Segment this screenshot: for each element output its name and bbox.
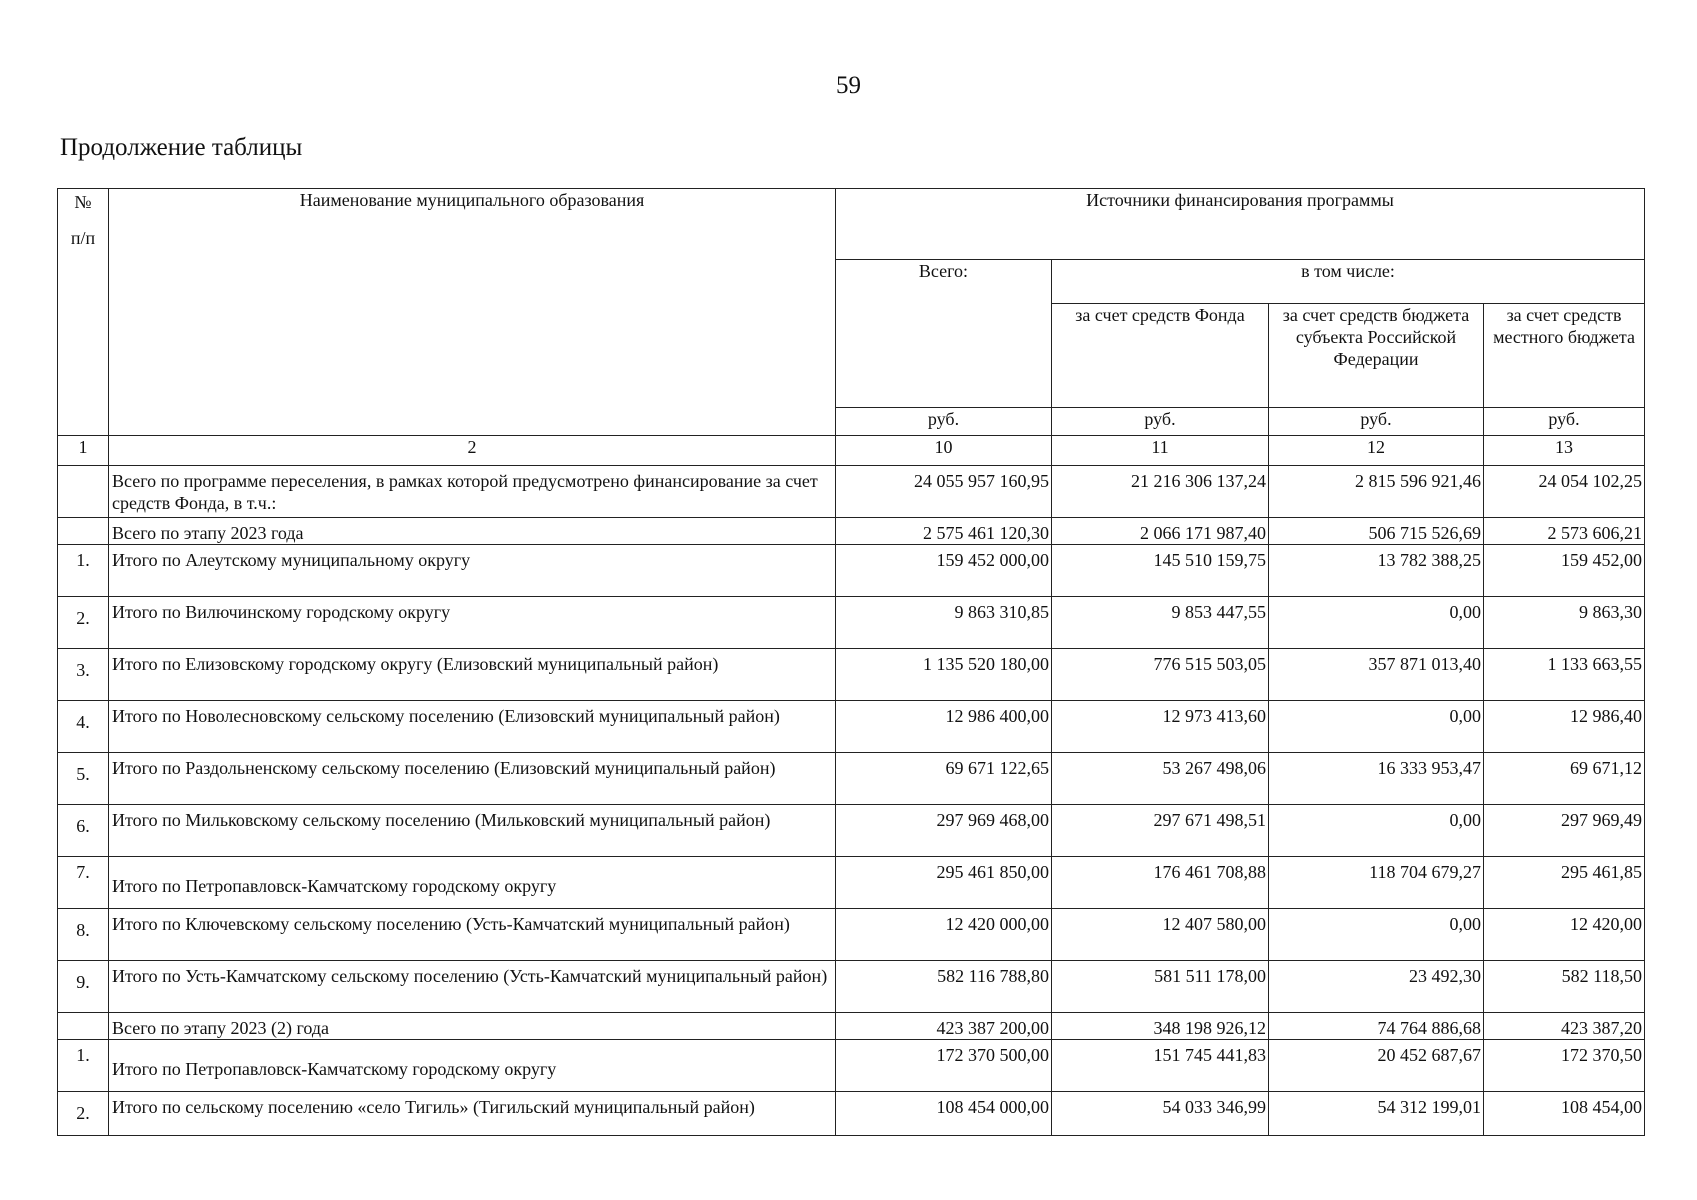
header-subject: за счет средств бюджета субъекта Российской Федерации — [1269, 304, 1484, 408]
row-fund: 12 973 413,60 — [1052, 701, 1269, 753]
row-total: 1 135 520 180,00 — [836, 649, 1052, 701]
row-total: 12 420 000,00 — [836, 909, 1052, 961]
row-name: Всего по этапу 2023 (2) года — [109, 1013, 836, 1040]
row-name: Итого по Усть-Камчатскому сельскому поселению (Усть-Камчатский муниципальный район) — [109, 961, 836, 1013]
row-name: Итого по Петропавловск-Камчатскому городскому округу — [109, 857, 836, 909]
row-local: 108 454,00 — [1484, 1092, 1645, 1136]
row-num: 1. — [58, 545, 109, 597]
row-total: 69 671 122,65 — [836, 753, 1052, 805]
header-num-sign: № — [74, 192, 92, 212]
row-local: 297 969,49 — [1484, 805, 1645, 857]
table-row — [58, 701, 1645, 753]
row-total: 159 452 000,00 — [836, 545, 1052, 597]
row-name: Итого по сельскому поселению «село Тигиль» (Тигильский муниципальный район) — [109, 1092, 836, 1136]
row-subject: 506 715 526,69 — [1269, 518, 1484, 545]
row-local: 12 986,40 — [1484, 701, 1645, 753]
unit-fund: руб. — [1052, 408, 1269, 436]
header-local: за счет средств местного бюджета — [1484, 304, 1645, 408]
table-row — [58, 1013, 1645, 1040]
row-name: Всего по программе переселения, в рамках которой предусмотрено финансирование за счет средств Фонда, в т.ч.: — [109, 466, 836, 518]
header-total: Всего: — [836, 260, 1052, 408]
row-num — [58, 466, 109, 518]
row-local: 9 863,30 — [1484, 597, 1645, 649]
header-sources: Источники финансирования программы — [836, 189, 1645, 260]
row-local: 12 420,00 — [1484, 909, 1645, 961]
row-local: 582 118,50 — [1484, 961, 1645, 1013]
header-num — [58, 189, 109, 436]
row-fund: 776 515 503,05 — [1052, 649, 1269, 701]
row-fund: 54 033 346,99 — [1052, 1092, 1269, 1136]
header-fund: за счет средств Фонда — [1052, 304, 1269, 408]
page-number: 59 — [836, 72, 861, 99]
row-subject: 13 782 388,25 — [1269, 545, 1484, 597]
row-subject: 74 764 886,68 — [1269, 1013, 1484, 1040]
row-total: 423 387 200,00 — [836, 1013, 1052, 1040]
table-row — [58, 466, 1645, 518]
row-num: 1. — [58, 1040, 109, 1092]
row-num — [58, 1013, 109, 1040]
row-name: Итого по Вилючинскому городскому округу — [109, 597, 836, 649]
row-subject: 0,00 — [1269, 597, 1484, 649]
unit-local: руб. — [1484, 408, 1645, 436]
row-local: 1 133 663,55 — [1484, 649, 1645, 701]
row-num: 3. — [58, 649, 109, 701]
row-num: 8. — [58, 909, 109, 961]
row-fund: 2 066 171 987,40 — [1052, 518, 1269, 545]
row-total: 582 116 788,80 — [836, 961, 1052, 1013]
row-fund: 9 853 447,55 — [1052, 597, 1269, 649]
row-subject: 23 492,30 — [1269, 961, 1484, 1013]
row-subject: 54 312 199,01 — [1269, 1092, 1484, 1136]
financing-table — [57, 188, 1645, 1136]
table-row — [58, 857, 1645, 909]
row-num: 7. — [58, 857, 109, 909]
table-row — [58, 597, 1645, 649]
row-subject: 20 452 687,67 — [1269, 1040, 1484, 1092]
row-total: 24 055 957 160,95 — [836, 466, 1052, 518]
colnum-2: 2 — [109, 436, 836, 466]
row-total: 295 461 850,00 — [836, 857, 1052, 909]
row-num: 6. — [58, 805, 109, 857]
row-local: 69 671,12 — [1484, 753, 1645, 805]
table-caption: Продолжение таблицы — [60, 134, 303, 161]
row-num: 5. — [58, 753, 109, 805]
row-fund: 151 745 441,83 — [1052, 1040, 1269, 1092]
row-total: 108 454 000,00 — [836, 1092, 1052, 1136]
row-subject: 2 815 596 921,46 — [1269, 466, 1484, 518]
table-row — [58, 961, 1645, 1013]
table-row — [58, 518, 1645, 545]
row-subject: 0,00 — [1269, 909, 1484, 961]
table-row — [58, 805, 1645, 857]
colnum-11: 11 — [1052, 436, 1269, 466]
row-total: 9 863 310,85 — [836, 597, 1052, 649]
row-name: Итого по Раздольненскому сельскому поселению (Елизовский муниципальный район) — [109, 753, 836, 805]
unit-subject: руб. — [1269, 408, 1484, 436]
row-name: Итого по Елизовскому городскому округу (Елизовский муниципальный район) — [109, 649, 836, 701]
colnum-13: 13 — [1484, 436, 1645, 466]
row-local: 172 370,50 — [1484, 1040, 1645, 1092]
row-total: 172 370 500,00 — [836, 1040, 1052, 1092]
row-total: 297 969 468,00 — [836, 805, 1052, 857]
table-row — [58, 545, 1645, 597]
table-row — [58, 1040, 1645, 1092]
row-num: 2. — [58, 1092, 109, 1136]
colnum-1: 1 — [58, 436, 109, 466]
row-local: 159 452,00 — [1484, 545, 1645, 597]
header-name: Наименование муниципального образования — [109, 189, 836, 436]
row-total: 2 575 461 120,30 — [836, 518, 1052, 545]
row-subject: 0,00 — [1269, 701, 1484, 753]
row-fund: 12 407 580,00 — [1052, 909, 1269, 961]
colnum-10: 10 — [836, 436, 1052, 466]
row-fund: 348 198 926,12 — [1052, 1013, 1269, 1040]
row-fund: 53 267 498,06 — [1052, 753, 1269, 805]
row-fund: 176 461 708,88 — [1052, 857, 1269, 909]
header-num-pp: п/п — [70, 228, 96, 248]
row-num: 9. — [58, 961, 109, 1013]
row-fund: 145 510 159,75 — [1052, 545, 1269, 597]
row-subject: 118 704 679,27 — [1269, 857, 1484, 909]
row-name: Итого по Петропавловск-Камчатскому городскому округу — [109, 1040, 836, 1092]
unit-total: руб. — [836, 408, 1052, 436]
row-name: Итого по Алеутскому муниципальному округу — [109, 545, 836, 597]
row-name: Итого по Ключевскому сельскому поселению (Усть-Камчатский муниципальный район) — [109, 909, 836, 961]
row-subject: 357 871 013,40 — [1269, 649, 1484, 701]
row-num — [58, 518, 109, 545]
table-row — [58, 909, 1645, 961]
row-name: Всего по этапу 2023 года — [109, 518, 836, 545]
table-row — [58, 649, 1645, 701]
row-local: 2 573 606,21 — [1484, 518, 1645, 545]
row-num: 2. — [58, 597, 109, 649]
header-including: в том числе: — [1052, 260, 1645, 304]
row-fund: 297 671 498,51 — [1052, 805, 1269, 857]
table-row — [58, 753, 1645, 805]
row-num: 4. — [58, 701, 109, 753]
row-name: Итого по Новолесновскому сельскому поселению (Елизовский муниципальный район) — [109, 701, 836, 753]
row-name: Итого по Мильковскому сельскому поселению (Мильковский муниципальный район) — [109, 805, 836, 857]
row-local: 295 461,85 — [1484, 857, 1645, 909]
row-fund: 581 511 178,00 — [1052, 961, 1269, 1013]
row-local: 24 054 102,25 — [1484, 466, 1645, 518]
row-total: 12 986 400,00 — [836, 701, 1052, 753]
row-local: 423 387,20 — [1484, 1013, 1645, 1040]
row-subject: 0,00 — [1269, 805, 1484, 857]
table-row — [58, 1092, 1645, 1136]
row-fund: 21 216 306 137,24 — [1052, 466, 1269, 518]
colnum-12: 12 — [1269, 436, 1484, 466]
row-subject: 16 333 953,47 — [1269, 753, 1484, 805]
